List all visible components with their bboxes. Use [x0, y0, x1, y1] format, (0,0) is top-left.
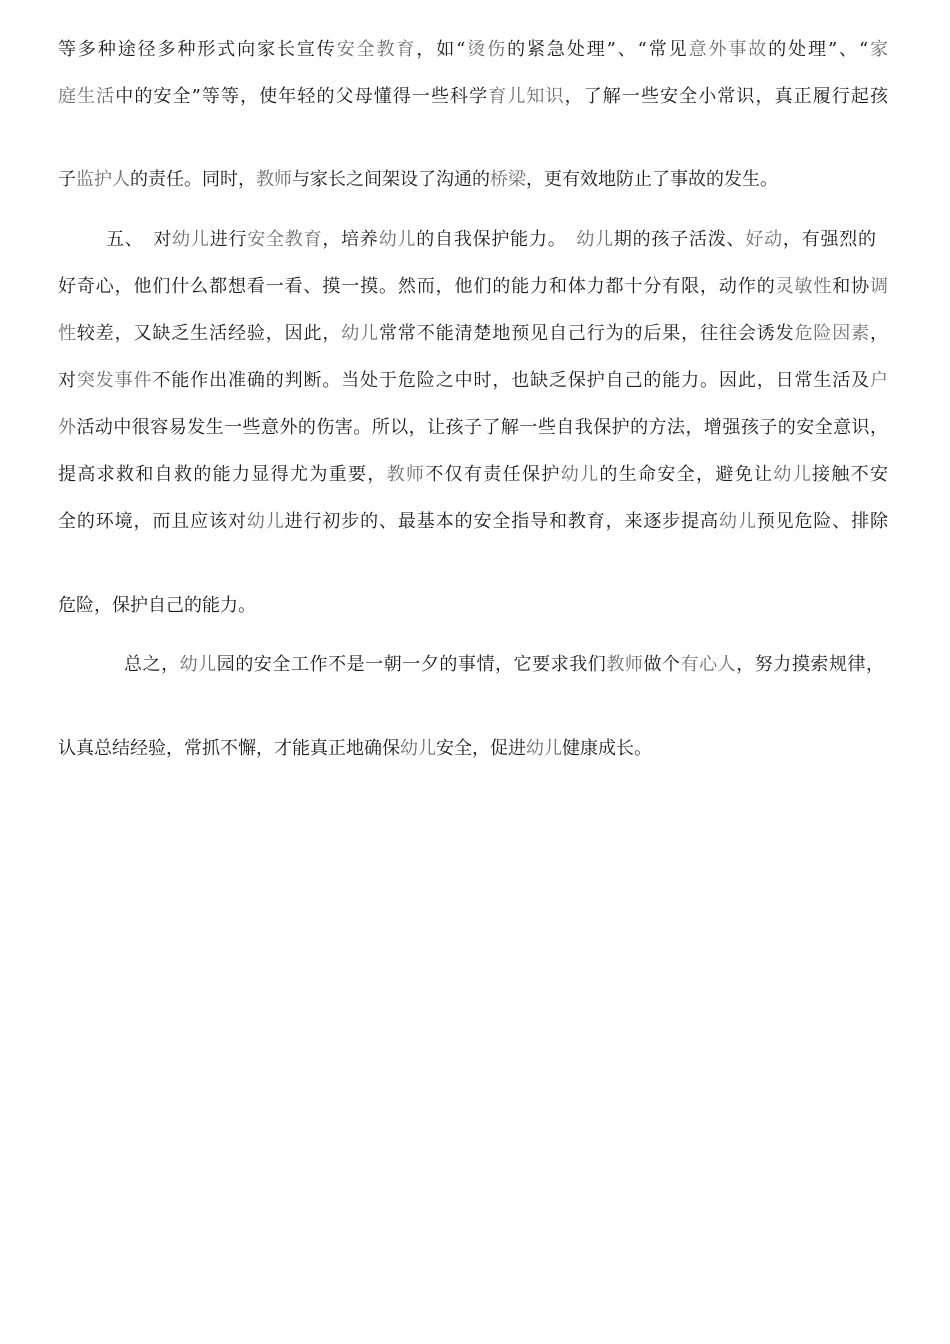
highlighted-term: 意外事故 [688, 39, 769, 60]
highlighted-term: 户 [870, 370, 888, 391]
text-segment: 的责任。同时， [130, 169, 256, 190]
text-segment: ，有强烈的 [782, 229, 876, 250]
text-segment: ，培养 [322, 229, 379, 250]
text-line-3 [58, 168, 888, 192]
text-segment: 进行 [209, 229, 248, 250]
text-segment: 健康成长。 [562, 738, 652, 759]
text-line-7 [58, 369, 888, 393]
text-line-8 [58, 416, 888, 440]
text-segment: 和协 [832, 276, 871, 297]
text-segment: 不仅有责任保护 [425, 464, 561, 485]
text-segment: ，努力摸索规律， [736, 654, 884, 675]
text-segment: 做个 [643, 654, 681, 675]
text-segment: 提高求救和自救的能力显得尤为重要， [58, 464, 387, 485]
highlighted-term: 安全教育 [247, 229, 323, 250]
highlighted-term: 庭生活 [58, 86, 116, 107]
highlighted-term: 安全教育 [336, 39, 417, 60]
highlighted-term: 幼儿 [526, 738, 562, 759]
highlighted-term: 桥梁 [490, 169, 526, 190]
highlighted-term: 教师 [256, 169, 292, 190]
text-segment: 接触不安 [812, 464, 888, 485]
text-segment: 园的安全工作不是一朝一夕的事情，它要求我们 [216, 654, 607, 675]
text-line-11 [58, 594, 888, 618]
highlighted-term: 好动 [745, 229, 783, 250]
highlighted-term: 幼儿 [172, 229, 210, 250]
text-segment: 的紧急处理”、“常见 [507, 39, 689, 60]
text-segment: 对 [58, 370, 77, 391]
highlighted-term: 外 [58, 417, 77, 438]
text-segment: 较差，又缺乏生活经验，因此， [76, 323, 342, 344]
text-line-6 [58, 322, 888, 346]
text-segment: 的生命安全，避免让 [599, 464, 774, 485]
highlighted-term: 教师 [606, 654, 644, 675]
text-segment: 全的环境，而且应该对 [58, 511, 247, 532]
text-segment: 等多种途径多种形式向家长宣传 [58, 39, 337, 60]
text-segment: 子 [58, 169, 76, 190]
highlighted-term: 有心人 [680, 654, 737, 675]
text-segment: 五、 对 [106, 229, 173, 250]
highlighted-term: 幼儿 [179, 654, 217, 675]
text-segment: 常常不能清楚地预见自己行为的后果，往往会诱发 [379, 323, 795, 344]
text-line-1 [58, 38, 888, 62]
text-segment: 预见危险、排除 [756, 511, 888, 532]
text-line-12 [124, 653, 884, 677]
text-segment: ，如“ [416, 39, 466, 60]
text-segment: 总之， [124, 654, 180, 675]
text-segment: ，更有效地防止了事故的发生。 [526, 169, 778, 190]
highlighted-term: 烫伤 [465, 39, 508, 60]
text-segment: ， [870, 323, 888, 344]
highlighted-term: 监护人 [76, 169, 130, 190]
highlighted-term: 幼儿 [378, 229, 417, 250]
text-segment: 不能作出准确的判断。当处于危险之中时，也缺乏保护自己的能力。因此，日常生活及 [152, 370, 871, 391]
text-line-9 [58, 463, 888, 487]
text-segment: 的自我保护能力。 [416, 229, 577, 250]
highlighted-term: 幼儿 [773, 464, 813, 485]
text-line-13 [58, 737, 888, 761]
highlighted-term: 突发事件 [76, 370, 153, 391]
text-segment: 进行初步的、最基本的安全指导和教育，来逐步提高 [284, 511, 719, 532]
highlighted-term: 幼儿 [246, 511, 285, 532]
highlighted-term: 育儿知识 [488, 86, 565, 107]
text-line-2 [58, 85, 888, 109]
text-line-5 [58, 275, 888, 299]
highlighted-term: 调 [870, 276, 888, 297]
text-segment: ，了解一些安全小常识，真正履行起孩 [564, 86, 888, 107]
highlighted-term: 家 [868, 39, 888, 60]
text-segment: 危险，保护自己的能力。 [58, 595, 256, 616]
text-segment: 的处理”、“ [768, 39, 869, 60]
text-segment: 期的孩子活泼、 [613, 229, 746, 250]
highlighted-term: 幼儿 [576, 229, 614, 250]
highlighted-term: 教师 [386, 464, 426, 485]
text-line-10 [58, 510, 888, 534]
text-segment: 与家长之间架设了沟通的 [292, 169, 490, 190]
highlighted-term: 幼儿 [341, 323, 380, 344]
highlighted-term: 灵敏性 [775, 276, 833, 297]
highlighted-term: 幼儿 [560, 464, 600, 485]
highlighted-term: 幼儿 [718, 511, 757, 532]
text-segment: 活动中很容易发生一些意外的伤害。所以，让孩子了解一些自我保护的方法，增强孩子的安全意识， [76, 417, 888, 438]
highlighted-term: 危险因素 [794, 323, 871, 344]
highlighted-term: 幼儿 [400, 738, 436, 759]
text-segment: 安全，促进 [436, 738, 526, 759]
highlighted-term: 性 [58, 323, 77, 344]
text-segment: 好奇心，他们什么都想看一看、摸一摸。然而，他们的能力和体力都十分有限，动作的 [58, 276, 776, 297]
text-segment: 认真总结经验，常抓不懈，才能真正地确保 [58, 738, 400, 759]
text-segment: 中的安全”等等，使年轻的父母懂得一些科学 [115, 86, 489, 107]
text-line-4 [106, 228, 876, 252]
